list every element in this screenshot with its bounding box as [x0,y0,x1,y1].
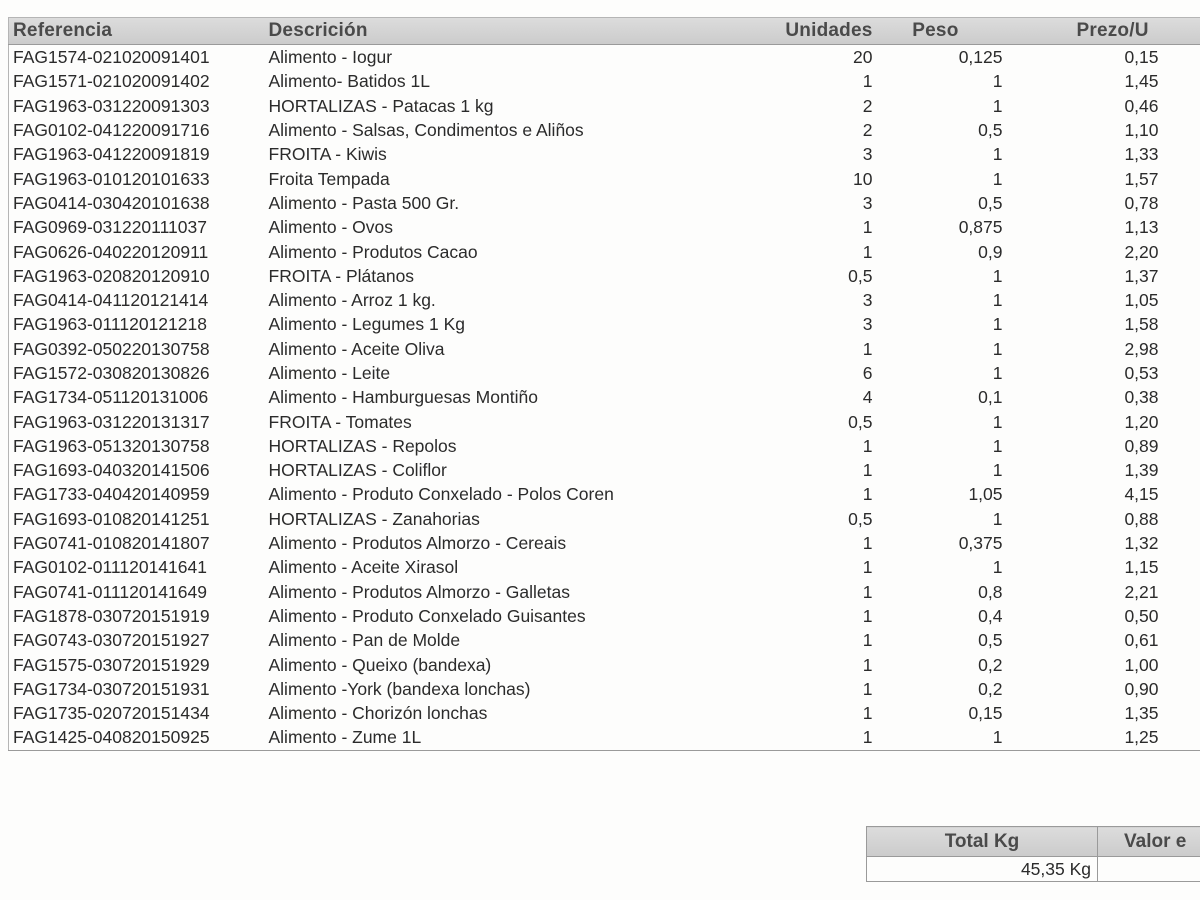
table-row [9,94,1200,118]
cell-descricion: Alimento - Arroz 1 kg. [268,290,436,311]
cell-prezo: 0,78 [1124,192,1159,213]
cell-unidades: 3 [862,192,873,213]
cell-referencia: FAG1735-020720151434 [9,701,261,725]
cell-referencia: FAG0741-011120141649 [9,580,261,604]
cell-descricion: Alimento - Aceite Oliva [268,338,445,359]
cell-peso: 1 [992,557,1003,578]
cell-prezo: 1,32 [1124,533,1159,554]
table-row [9,458,1200,482]
cell-descricion: Alimento - Aceite Xirasol [268,557,459,578]
table-row [9,215,1200,239]
cell-prezo: 1,35 [1124,703,1159,724]
table-row [9,555,1200,579]
cell-descricion: Alimento - Produtos Almorzo - Cereais [268,533,567,554]
table-row [9,434,1200,458]
cell-descricion: Alimento - Ovos [268,217,393,238]
totals-table [866,826,1200,882]
cell-peso: 1,05 [968,484,1003,505]
cell-unidades: 0,5 [848,411,873,432]
cell-peso: 0,875 [958,217,1003,238]
cell-descricion: Alimento- Batidos 1L [268,71,430,92]
cell-descricion: Alimento - Produtos Cacao [268,241,478,262]
cell-descricion: HORTALIZAS - Coliflor [268,460,447,481]
cell-prezo: 1,10 [1124,120,1159,141]
cell-prezo: 0,89 [1124,435,1159,456]
cell-unidades: 1 [862,533,873,554]
cell-referencia: FAG1963-011120121218 [9,312,261,336]
cell-peso: 1 [992,411,1003,432]
cell-referencia: FAG1575-030720151929 [9,652,261,676]
items-table-header [9,18,1200,45]
table-row [9,507,1200,531]
cell-descricion: HORTALIZAS - Patacas 1 kg [268,95,494,116]
cell-referencia: FAG1425-040820150925 [9,725,261,750]
cell-referencia: FAG0626-040220120911 [9,239,261,263]
cell-descricion: HORTALIZAS - Repolos [268,435,457,456]
cell-descricion: Alimento - Salsas, Condimentos e Aliños [268,120,584,141]
cell-peso: 0,9 [978,241,1003,262]
cell-peso: 0,1 [978,387,1003,408]
cell-referencia: FAG1963-041220091819 [9,142,261,166]
cell-peso: 1 [992,95,1003,116]
cell-referencia: FAG1574-021020091401 [9,45,261,70]
cell-descricion: FROITA - Kiwis [268,144,387,165]
valor-value [1098,857,1200,882]
cell-unidades: 0,5 [848,508,873,529]
cell-unidades: 1 [862,71,873,92]
cell-unidades: 1 [862,217,873,238]
cell-referencia: FAG1734-051120131006 [9,385,261,409]
cell-peso: 1 [992,314,1003,335]
cell-peso: 1 [879,725,1019,750]
cell-descricion: FROITA - Plátanos [268,265,415,286]
cell-referencia: FAG1878-030720151919 [9,604,261,628]
table-row [9,652,1200,676]
table-row [9,580,1200,604]
table-row [9,45,1200,70]
cell-unidades: 1 [862,338,873,359]
table-row [9,264,1200,288]
header-row [9,18,1200,45]
cell-unidades: 1 [862,557,873,578]
table-row [9,531,1200,555]
cell-peso: 0,8 [978,581,1003,602]
cell-descricion: Alimento - Leite [268,363,391,383]
cell-prezo: 0,61 [1124,630,1159,651]
cell-prezo: 1,45 [1124,71,1159,92]
cell-referencia: FAG0741-010820141807 [9,531,261,555]
cell-peso: 0,15 [968,703,1003,724]
cell-peso: 1 [992,71,1003,92]
cell-referencia: FAG1693-040320141506 [9,458,261,482]
cell-prezo: 0,90 [1124,678,1159,699]
table-row [9,604,1200,628]
cell-referencia: FAG1572-030820130826 [9,361,261,385]
cell-peso: 0,2 [978,654,1003,675]
table-row [9,69,1200,93]
cell-peso: 0,4 [978,605,1003,626]
cell-referencia: FAG1734-030720151931 [9,677,261,701]
cell-peso: 1 [992,265,1003,286]
table-row [9,239,1200,263]
cell-prezo: 1,39 [1124,460,1159,481]
cell-prezo: 2,98 [1124,338,1159,359]
header-prezo: Prezo/U [1019,18,1200,45]
cell-referencia: FAG0102-011120141641 [9,555,261,579]
cell-prezo: 0,46 [1124,95,1159,116]
cell-peso: 0,5 [978,192,1003,213]
cell-peso: 1 [992,363,1003,383]
cell-referencia: FAG0414-041120121414 [9,288,261,312]
cell-unidades: 3 [862,314,873,335]
cell-prezo: 1,13 [1124,217,1159,238]
cell-unidades: 4 [862,387,873,408]
table-row [9,385,1200,409]
cell-peso: 1 [992,168,1003,189]
cell-prezo: 1,05 [1124,290,1159,311]
header-peso: Peso [879,18,1019,45]
cell-prezo: 1,58 [1124,314,1159,335]
cell-unidades: 1 [862,605,873,626]
table-row [9,337,1200,361]
cell-peso: 1 [992,460,1003,481]
cell-unidades: 1 [862,703,873,724]
totals-header-row [867,827,1200,857]
cell-unidades: 1 [862,484,873,505]
cell-referencia: FAG0102-041220091716 [9,118,261,142]
cell-referencia: FAG1963-010120101633 [9,166,261,190]
cell-unidades: 2 [862,95,873,116]
cell-prezo: 1,33 [1124,144,1159,165]
cell-descricion: Alimento - Legumes 1 Kg [268,314,465,335]
cell-unidades: 20 [853,47,873,68]
header-referencia: Referencia [9,18,261,45]
table-row [9,118,1200,142]
cell-peso: 1 [992,290,1003,311]
cell-descricion: Froita Tempada [268,168,390,189]
cell-prezo: 1,37 [1124,265,1159,286]
cell-prezo: 0,50 [1124,605,1159,626]
table-row [9,288,1200,312]
table-row [9,701,1200,725]
table-row [9,482,1200,506]
cell-unidades: 1 [671,725,879,750]
cell-descricion: Alimento - Produtos Almorzo - Galletas [268,581,571,602]
cell-prezo: 4,15 [1124,484,1159,505]
total-kg-value: 45,35 Kg [867,857,1098,882]
cell-descricion: Alimento - Iogur [268,47,393,68]
cell-descricion: Alimento - Queixo (bandexa) [268,654,492,675]
cell-descricion: Alimento -York (bandexa lonchas) [268,678,531,699]
cell-prezo: 1,25 [1019,725,1200,750]
cell-descricion: Alimento - Hamburguesas Montiño [268,387,538,408]
cell-referencia: FAG1963-051320130758 [9,434,261,458]
cell-descricion: HORTALIZAS - Zanahorias [268,508,480,529]
cell-referencia: FAG0969-031220111037 [9,215,261,239]
total-kg-label: Total Kg [867,827,1098,857]
cell-peso: 1 [992,144,1003,165]
cell-peso: 0,2 [978,678,1003,699]
cell-prezo: 0,15 [1124,47,1159,68]
cell-descricion: Alimento - Produto Conxelado - Polos Coren [268,484,614,505]
table-row [9,725,1200,750]
cell-peso: 0,125 [958,47,1003,68]
table-row [9,191,1200,215]
cell-prezo: 1,57 [1124,168,1159,189]
table-row [9,409,1200,433]
cell-unidades: 6 [862,363,873,383]
cell-prezo: 1,20 [1124,411,1159,432]
cell-unidades: 1 [862,581,873,602]
table-row [9,677,1200,701]
totals-value-row [867,857,1200,882]
table-row [9,142,1200,166]
items-table [8,17,1200,751]
cell-peso: 1 [992,508,1003,529]
cell-peso: 0,5 [978,120,1003,141]
cell-unidades: 1 [862,435,873,456]
header-unidades: Unidades [671,18,879,45]
items-table-body [9,45,1200,751]
cell-unidades: 10 [853,168,873,189]
table-row [9,166,1200,190]
cell-descricion: Alimento - Produto Conxelado Guisantes [268,605,586,626]
cell-unidades: 1 [862,241,873,262]
cell-referencia: FAG1571-021020091402 [9,69,261,93]
cell-descricion: Alimento - Pan de Molde [268,630,461,651]
cell-prezo: 2,21 [1124,581,1159,602]
header-descricion: Descrición [261,18,671,45]
cell-prezo: 0,38 [1124,387,1159,408]
cell-referencia: FAG0414-030420101638 [9,191,261,215]
cell-referencia: FAG0743-030720151927 [9,628,261,652]
table-row [9,312,1200,336]
cell-unidades: 3 [862,144,873,165]
cell-prezo: 0,53 [1124,363,1159,383]
cell-unidades: 1 [862,678,873,699]
cell-unidades: 0,5 [848,265,873,286]
cell-referencia: FAG1693-010820141251 [9,507,261,531]
cell-referencia: FAG1963-020820120910 [9,264,261,288]
cell-peso: 1 [992,435,1003,456]
cell-descricion: Alimento - Pasta 500 Gr. [268,192,460,213]
cell-unidades: 2 [862,120,873,141]
cell-unidades: 3 [862,290,873,311]
cell-peso: 1 [992,338,1003,359]
table-row [9,361,1200,385]
cell-descricion: Alimento - Chorizón lonchas [268,703,488,724]
cell-prezo: 2,20 [1124,241,1159,262]
cell-descricion: FROITA - Tomates [268,411,412,432]
cell-prezo: 1,15 [1124,557,1159,578]
table-row [9,628,1200,652]
cell-referencia: FAG0392-050220130758 [9,337,261,361]
cell-unidades: 1 [862,654,873,675]
cell-descricion: Alimento - Zume 1L [261,725,671,750]
cell-prezo: 0,88 [1124,508,1159,529]
cell-peso: 0,375 [958,533,1003,554]
cell-referencia: FAG1963-031220131317 [9,409,261,433]
cell-unidades: 1 [862,460,873,481]
cell-peso: 0,5 [978,630,1003,651]
valor-label: Valor e [1098,827,1200,857]
cell-prezo: 1,00 [1124,654,1159,675]
cell-unidades: 1 [862,630,873,651]
cell-referencia: FAG1733-040420140959 [9,482,261,506]
cell-referencia: FAG1963-031220091303 [9,94,261,118]
